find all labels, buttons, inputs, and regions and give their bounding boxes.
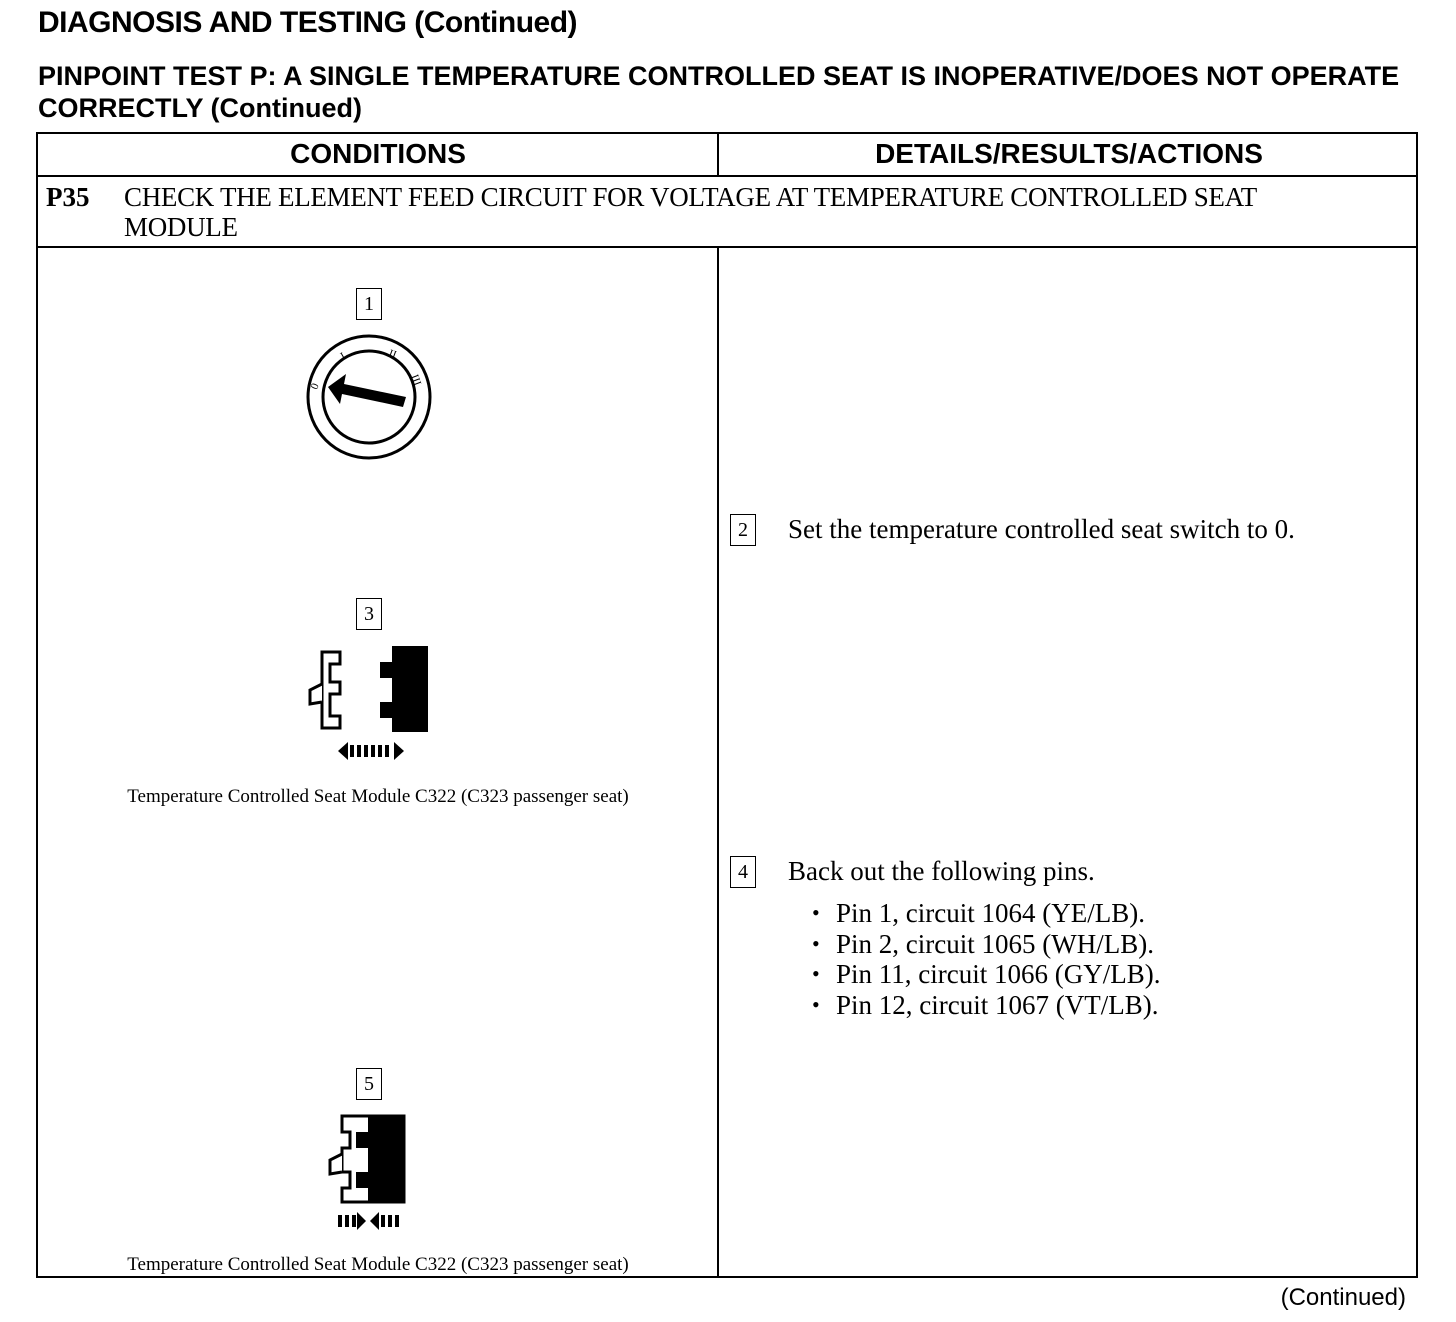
list-item: • Pin 11, circuit 1066 (GY/LB).	[812, 959, 1160, 990]
pinpoint-test-table	[36, 132, 1418, 1278]
step-title: CHECK THE ELEMENT FEED CIRCUIT FOR VOLTAGE AT TEMPERATURE CONTROLLED SEAT MODULE	[124, 182, 1257, 242]
list-item: • Pin 12, circuit 1067 (VT/LB).	[812, 990, 1160, 1021]
header-divider	[717, 134, 719, 176]
connector-disconnect-icon	[308, 644, 438, 764]
list-item: • Pin 2, circuit 1065 (WH/LB).	[812, 929, 1160, 960]
connector-caption: Temperature Controlled Seat Module C322 (C323 passenger seat)	[127, 1254, 629, 1275]
step-id: P35	[46, 182, 90, 212]
action-text-4: Back out the following pins.	[788, 856, 1095, 886]
step-number-5: 5	[356, 1068, 382, 1100]
connector-caption: Temperature Controlled Seat Module C322 (C323 passenger seat)	[127, 786, 629, 807]
pin-list	[812, 898, 1160, 1020]
column-divider	[717, 247, 719, 1276]
step-number-1: 1	[356, 288, 382, 320]
step-number-2: 2	[730, 514, 756, 546]
dial-label-1: I	[338, 350, 348, 363]
header-rule	[38, 175, 1416, 177]
continued-label: (Continued)	[1280, 1284, 1406, 1311]
step-rule	[38, 246, 1416, 248]
dial-label-0: 0	[308, 381, 322, 392]
ignition-switch-off-icon	[306, 334, 432, 460]
step-number-3: 3	[356, 598, 382, 630]
connector-connect-icon	[322, 1114, 432, 1234]
column-header-actions: DETAILS/RESULTS/ACTIONS	[875, 138, 1263, 169]
dial-label-2: II	[386, 347, 398, 362]
list-item: • Pin 1, circuit 1064 (YE/LB).	[812, 898, 1160, 929]
pinpoint-test-title: PINPOINT TEST P: A SINGLE TEMPERATURE CONTROLLED SEAT IS INOPERATIVE/DOES NOT OPERATE CORRECTLY (Continued)	[38, 61, 1400, 123]
column-header-conditions: CONDITIONS	[290, 138, 466, 169]
action-text-2: Set the temperature controlled seat switch to 0.	[788, 514, 1295, 544]
step-number-4: 4	[730, 856, 756, 888]
page-title: DIAGNOSIS AND TESTING (Continued)	[38, 6, 578, 39]
dial-label-3: III	[408, 372, 424, 388]
